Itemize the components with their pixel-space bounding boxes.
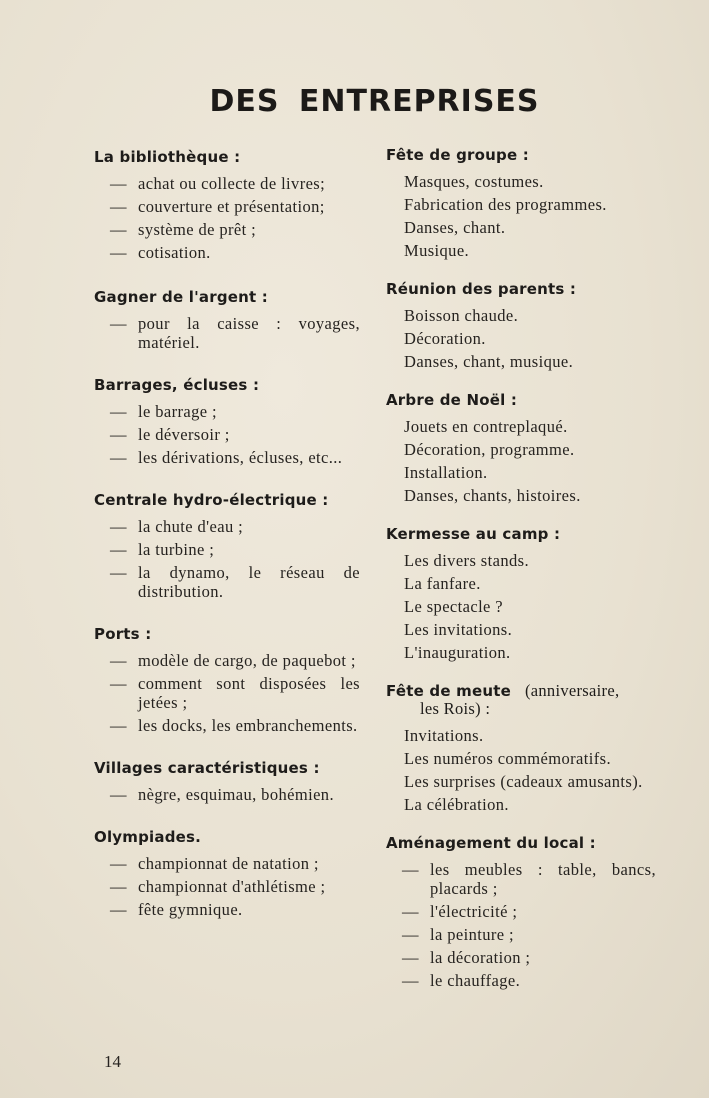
section-gagner-argent: [94, 288, 360, 352]
left-column: [94, 148, 360, 923]
item-list: [386, 860, 656, 990]
section-kermesse: [386, 525, 656, 662]
section-heading: La bibliothèque :: [94, 148, 241, 166]
section-heading: Réunion des parents :: [386, 280, 577, 298]
section-heading-aside: (anniversaire,: [524, 681, 620, 700]
list-item: Décoration, programme.: [404, 440, 575, 459]
list-item: Danses, chant.: [404, 218, 506, 237]
section-heading: Gagner de l'argent :: [94, 288, 269, 306]
item-list: [386, 551, 656, 662]
list-item: — les docks, les embranchements.: [94, 716, 360, 735]
section-heading: [386, 682, 656, 718]
item-list: [386, 172, 656, 260]
list-item: L'inauguration.: [404, 643, 511, 662]
item-list: [94, 402, 360, 467]
list-item: Invitations.: [404, 726, 484, 745]
list-item: — le chauffage.: [386, 971, 656, 990]
list-item: — championnat d'athlétisme ;: [94, 877, 360, 896]
list-item: — les meubles : table, bancs, placards ;: [386, 860, 656, 898]
section-heading: Kermesse au camp :: [386, 525, 561, 543]
section-bibliotheque: [94, 148, 360, 262]
section-olympiades: [94, 828, 360, 919]
list-item: — l'électricité ;: [386, 902, 656, 921]
list-item: — achat ou collecte de livres;: [94, 174, 360, 193]
list-item: — système de prêt ;: [94, 220, 360, 239]
section-heading-text: Fête de meute: [386, 682, 511, 700]
list-item: La célébration.: [404, 795, 509, 814]
list-item: Les divers stands.: [404, 551, 529, 570]
item-list: [386, 306, 656, 371]
section-heading: Fête de groupe :: [386, 146, 529, 164]
list-item: — la décoration ;: [386, 948, 656, 967]
list-item: — la chute d'eau ;: [94, 517, 360, 536]
section-barrages: [94, 376, 360, 467]
list-item: — les dérivations, écluses, etc...: [94, 448, 360, 467]
page-number: 14: [104, 1052, 121, 1071]
list-item: Musique.: [404, 241, 470, 260]
section-heading: Barrages, écluses :: [94, 376, 260, 394]
list-item: Danses, chant, musique.: [404, 352, 574, 371]
section-heading: Centrale hydro-électrique :: [94, 491, 329, 509]
list-item: La fanfare.: [404, 574, 481, 593]
list-item: Les invitations.: [404, 620, 513, 639]
section-fete-groupe: [386, 146, 656, 260]
section-heading-aside-continued: les Rois) :: [420, 699, 491, 718]
list-item: Danses, chants, histoires.: [404, 486, 581, 505]
list-item: — la peinture ;: [386, 925, 656, 944]
list-item: Les surprises (cadeaux amusants).: [404, 772, 643, 791]
list-item: — la dynamo, le réseau de distribution.: [94, 563, 360, 601]
list-item: Jouets en contreplaqué.: [404, 417, 568, 436]
list-item: — cotisation.: [94, 243, 360, 262]
section-heading: Aménagement du local :: [386, 834, 596, 852]
section-ports: [94, 625, 360, 735]
section-arbre-noel: [386, 391, 656, 505]
item-list: [94, 174, 360, 262]
right-column: [386, 146, 656, 994]
list-item: Fabrication des programmes.: [404, 195, 607, 214]
list-item: — nègre, esquimau, bohémien.: [94, 785, 360, 804]
list-item: — championnat de natation ;: [94, 854, 360, 873]
item-list: [386, 417, 656, 505]
list-item: — comment sont disposées les jetées ;: [94, 674, 360, 712]
list-item: — le barrage ;: [94, 402, 360, 421]
list-item: — pour la caisse : voyages, matériel.: [94, 314, 360, 352]
page-title: DES ENTREPRISES: [209, 84, 540, 119]
item-list: [94, 651, 360, 735]
list-item: — la turbine ;: [94, 540, 360, 559]
section-heading: Olympiades.: [94, 828, 202, 846]
section-villages: [94, 759, 360, 804]
list-item: — le déversoir ;: [94, 425, 360, 444]
list-item: Les numéros commémoratifs.: [404, 749, 611, 768]
item-list: [94, 785, 360, 804]
list-item: Le spectacle ?: [404, 597, 504, 616]
item-list: [94, 314, 360, 352]
item-list: [94, 517, 360, 601]
item-list: [94, 854, 360, 919]
list-item: Masques, costumes.: [404, 172, 544, 191]
list-item: — modèle de cargo, de paquebot ;: [94, 651, 360, 670]
section-heading: Villages caractéristiques :: [94, 759, 320, 777]
item-list: [386, 726, 656, 814]
list-item: — couverture et présentation;: [94, 197, 360, 216]
section-heading: Ports :: [94, 625, 152, 643]
section-reunion-parents: [386, 280, 656, 371]
section-amenagement: [386, 834, 656, 990]
list-item: Décoration.: [404, 329, 486, 348]
list-item: Installation.: [404, 463, 488, 482]
list-item: Boisson chaude.: [404, 306, 519, 325]
section-heading: Arbre de Noël :: [386, 391, 518, 409]
list-item: — fête gymnique.: [94, 900, 360, 919]
section-fete-meute: [386, 682, 656, 814]
section-centrale: [94, 491, 360, 601]
